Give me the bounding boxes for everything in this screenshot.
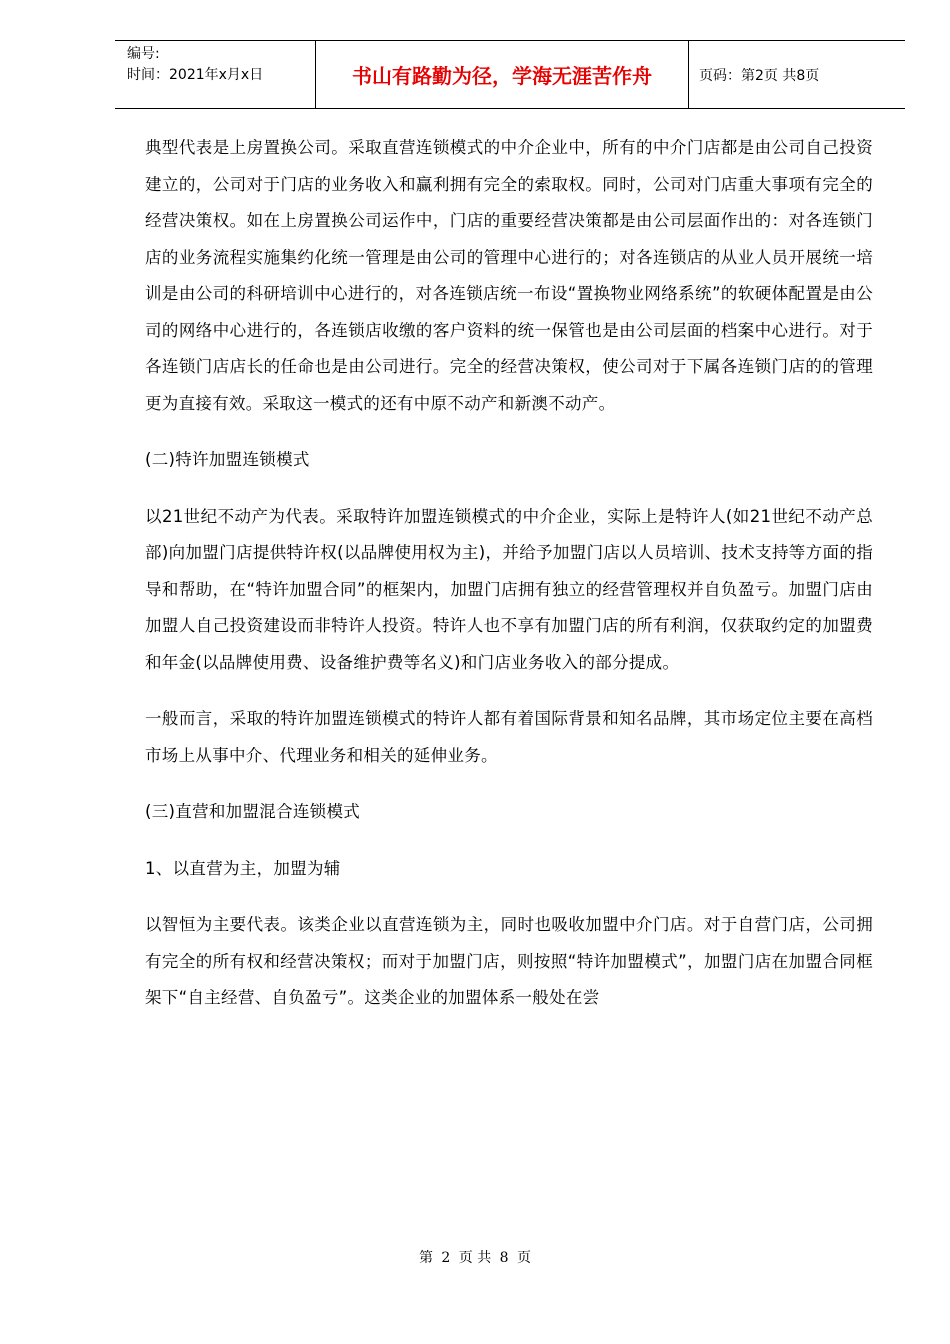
paragraph-direct-chain: 典型代表是上房置换公司。采取直营连锁模式的中介企业中，所有的中介门店都是由公司自己投资建立的，公司对于门店的业务收入和赢利拥有完全的索取权。同时，公司对门店重大事项有完全的经营决策权。如在上房置换公司运作中，门店的重要经营决策都是由公司层面作出的：对各连锁门店的业务流程实施集约化统一管理是由公司的管理中心进行的；对各连锁店的从业人员开展统一培训是由公司的科研培训中心进行的，对各连锁店统一布设“置换物业网络系统”的软硬体配置是由公司的网络中心进行的，各连锁店收缴的客户资料的统一保管也是由公司层面的档案中心进行。对于各连锁门店店长的任命也是由公司进行。完全的经营决策权，使公司对于下属各连锁门店的的管理更为直接有效。采取这一模式的还有中原不动产和新澳不动产。 xyxy=(145,138,873,413)
paragraph-franchise-summary: 一般而言，采取的特许加盟连锁模式的特许人都有着国际背景和知名品牌，其市场定位主要在高档市场上从事中介、代理业务和相关的延伸业务。 xyxy=(145,709,873,765)
page-footer xyxy=(0,1247,950,1267)
header-page-info: 页码：第2页 共8页 xyxy=(699,67,820,84)
paragraph-hybrid: 以智恒为主要代表。该类企业以直营连锁为主，同时也吸收加盟中介门店。对于自营门店，公司拥有完全的所有权和经营决策权；而对于加盟门店，则按照“特许加盟模式”，加盟门店在加盟合同框架下“自主经营、自负盈亏”。这类企业的加盟体系一般处在尝 xyxy=(145,915,873,1007)
section-heading-franchise: (二)特许加盟连锁模式 xyxy=(145,450,310,469)
footer-total-pages: 8 xyxy=(499,1250,509,1266)
time-label: 时间：2021年x月x日 xyxy=(127,67,264,83)
header-motto: 书山有路勤为径，学海无涯苦作舟 xyxy=(315,41,689,108)
footer-suffix: 页 xyxy=(517,1250,532,1266)
section-heading-hybrid: (三)直营和加盟混合连锁模式 xyxy=(145,802,361,821)
serial-label: 编号: xyxy=(127,46,160,62)
page-header xyxy=(115,40,905,109)
document-body xyxy=(145,130,873,1017)
header-meta xyxy=(115,41,315,108)
footer-middle: 页 共 xyxy=(458,1250,492,1266)
footer-prefix: 第 xyxy=(418,1250,433,1266)
paragraph-franchise: 以21世纪不动产为代表。采取特许加盟连锁模式的中介企业，实际上是特许人(如21世纪不动产总部)向加盟门店提供特许权(以品牌使用权为主)，并给予加盟门店以人员培训、技术支持等方面的指导和帮助，在“特许加盟合同”的框架内，加盟门店拥有独立的经营管理权并自负盈亏。加盟门店由加盟人自己投资建设而非特许人投资。特许人也不享有加盟门店的所有利润，仅获取约定的加盟费和年金(以品牌使用费、设备维护费等名义)和门店业务收入的部分提成。 xyxy=(145,506,873,672)
footer-current-page: 2 xyxy=(441,1250,451,1266)
subsection-heading-direct-main: 1、以直营为主，加盟为辅 xyxy=(145,858,341,878)
